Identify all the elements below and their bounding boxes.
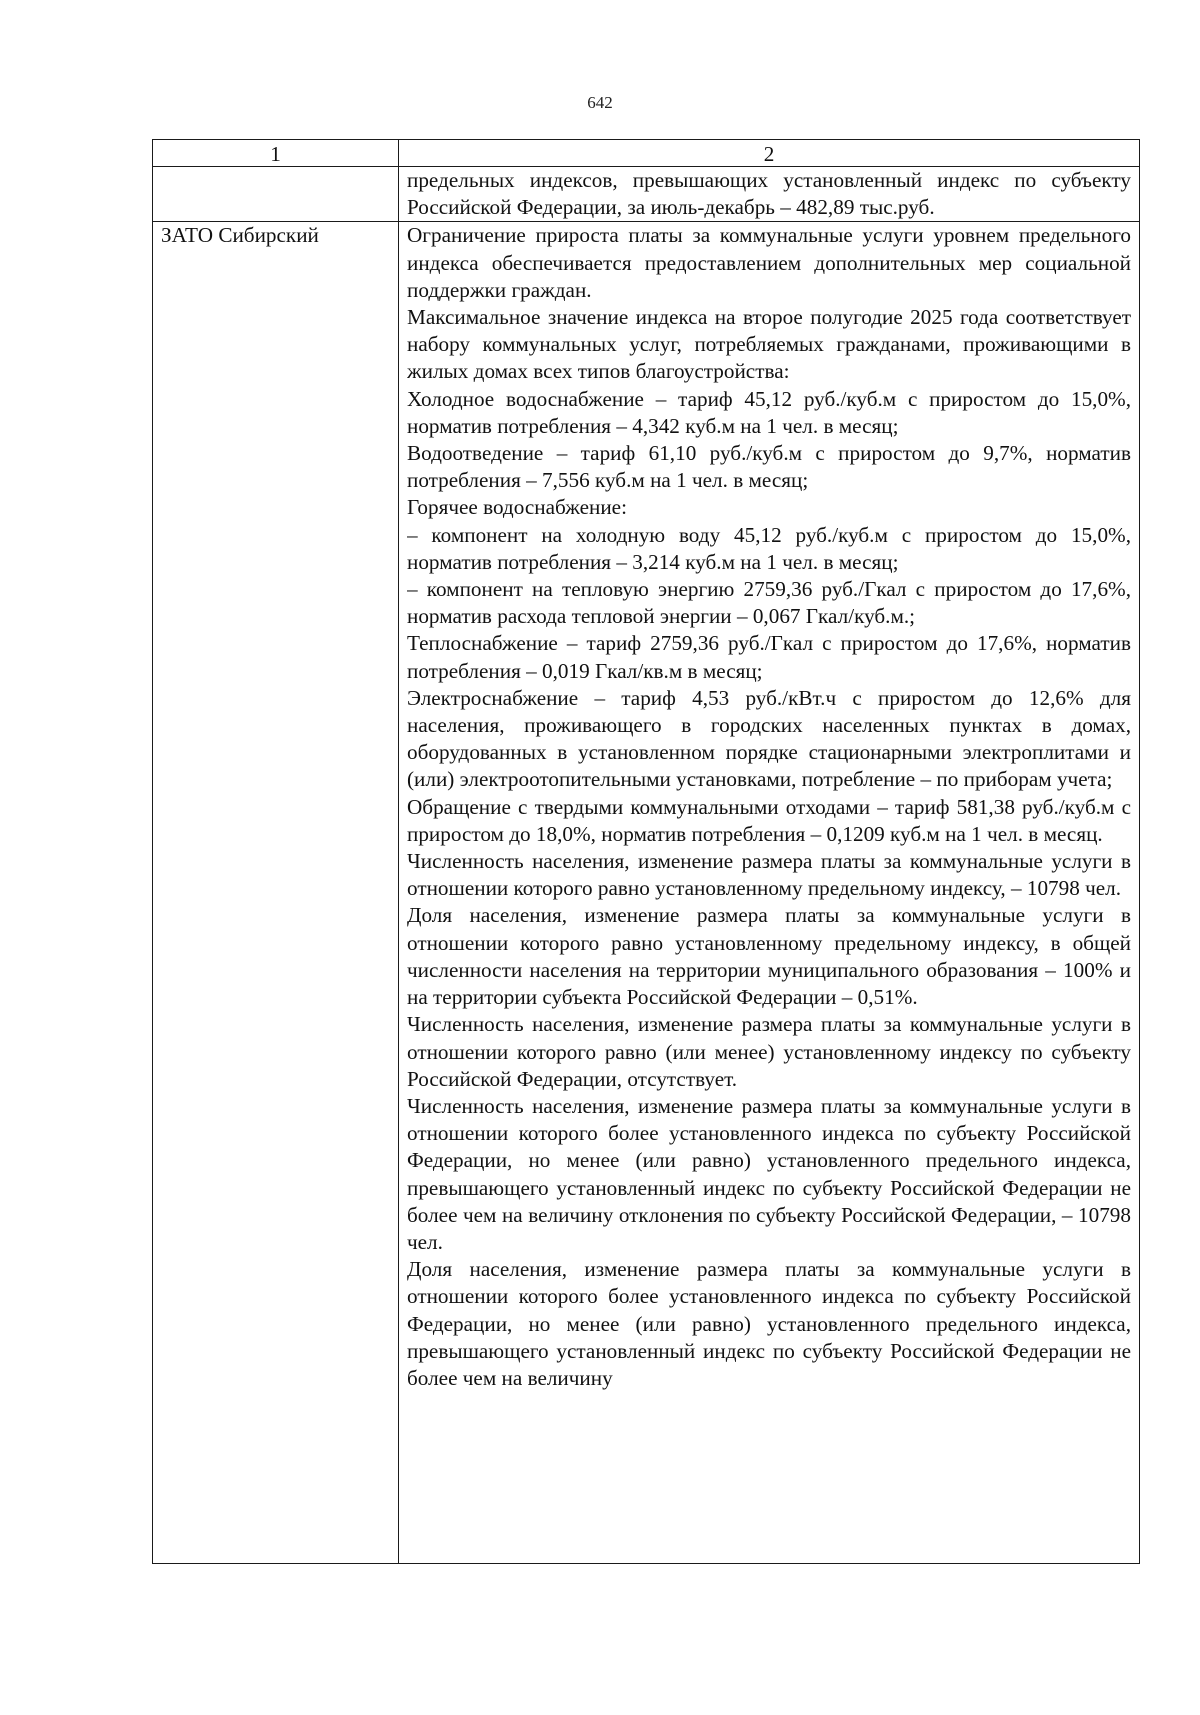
- table-row: [153, 167, 1140, 222]
- paragraph: Водоотведение – тариф 61,10 руб./куб.м с приростом до 9,7%, норматив потребления – 7,556 куб.м на 1 чел. в месяц;: [407, 441, 1131, 493]
- paragraph: Численность населения, изменение размера платы за коммунальные услуги в отношении которого более установленного индекса по субъекту Российской Федерации, но менее (или равно) установленного предельного индекса, превышающего установленный индекс по субъекту Российской Федерации не более чем на величину отклонения по субъекту Российской Федерации, – 10798 чел.: [407, 1093, 1131, 1254]
- description-cell: [399, 222, 1140, 1564]
- column-header-1: 1: [153, 140, 399, 167]
- paragraph: Максимальное значение индекса на второе полугодие 2025 года соответствует набору коммунальных услуг, потребляемых гражданами, проживающими в жилых домах всех типов благоустройства:: [407, 305, 1131, 384]
- paragraph: – компонент на холодную воду 45,12 руб./куб.м с приростом до 15,0%, норматив потребления – 3,214 куб.м на 1 чел. в месяц;: [407, 522, 1131, 574]
- paragraph: Численность населения, изменение размера платы за коммунальные услуги в отношении которого равно установленному предельному индексу, – 10798 чел.: [407, 849, 1131, 901]
- paragraph: Ограничение прироста платы за коммунальные услуги уровнем предельного индекса обеспечивается предоставлением дополнительных мер социальной поддержки граждан.: [407, 223, 1131, 302]
- table-row: [153, 222, 1140, 1564]
- municipality-cell: [153, 167, 399, 222]
- paragraph: – компонент на тепловую энергию 2759,36 руб./Гкал с приростом до 17,6%, норматив расхода тепловой энергии – 0,067 Гкал/куб.м.;: [407, 577, 1131, 629]
- paragraph: предельных индексов, превышающих установленный индекс по субъекту Российской Федерации, за июль-декабрь – 482,89 тыс.руб.: [407, 168, 1131, 220]
- document-table: [152, 139, 1140, 1564]
- paragraph: Доля населения, изменение размера платы за коммунальные услуги в отношении которого равно установленному предельному индексу, в общей численности населения на территории муниципального образования – 100% и на территории субъекта Российской Федерации – 0,51%.: [407, 903, 1131, 1010]
- paragraph: Теплоснабжение – тариф 2759,36 руб./Гкал с приростом до 17,6%, норматив потребления – 0,019 Гкал/кв.м в месяц;: [407, 631, 1131, 683]
- paragraph: Холодное водоснабжение – тариф 45,12 руб./куб.м с приростом до 15,0%, норматив потребления – 4,342 куб.м на 1 чел. в месяц;: [407, 386, 1131, 438]
- table-header-row: [153, 140, 1140, 167]
- paragraph: Электроснабжение – тариф 4,53 руб./кВт.ч с приростом до 12,6% для населения, проживающего в городских населенных пунктах в домах, оборудованных в установленном порядке стационарными электроплитами и (или) электроотопительными установками, потребление – по приборам учета;: [407, 685, 1131, 792]
- column-header-2: 2: [399, 140, 1140, 167]
- page-number: 642: [587, 93, 613, 112]
- description-cell: [399, 167, 1140, 222]
- municipality-cell: ЗАТО Сибирский: [153, 222, 399, 1564]
- paragraph: Обращение с твердыми коммунальными отходами – тариф 581,38 руб./куб.м с приростом до 18,0%, норматив потребления – 0,1209 куб.м на 1 чел. в месяц.: [407, 794, 1131, 846]
- paragraph: Численность населения, изменение размера платы за коммунальные услуги в отношении которого равно (или менее) установленному индексу по субъекту Российской Федерации, отсутствует.: [407, 1012, 1131, 1091]
- paragraph: Доля населения, изменение размера платы за коммунальные услуги в отношении которого более установленного индекса по субъекту Российской Федерации, но менее (или равно) установленного предельного индекса, превышающего установленный индекс по субъекту Российской Федерации не более чем на величину: [407, 1257, 1131, 1390]
- paragraph: Горячее водоснабжение:: [407, 495, 627, 520]
